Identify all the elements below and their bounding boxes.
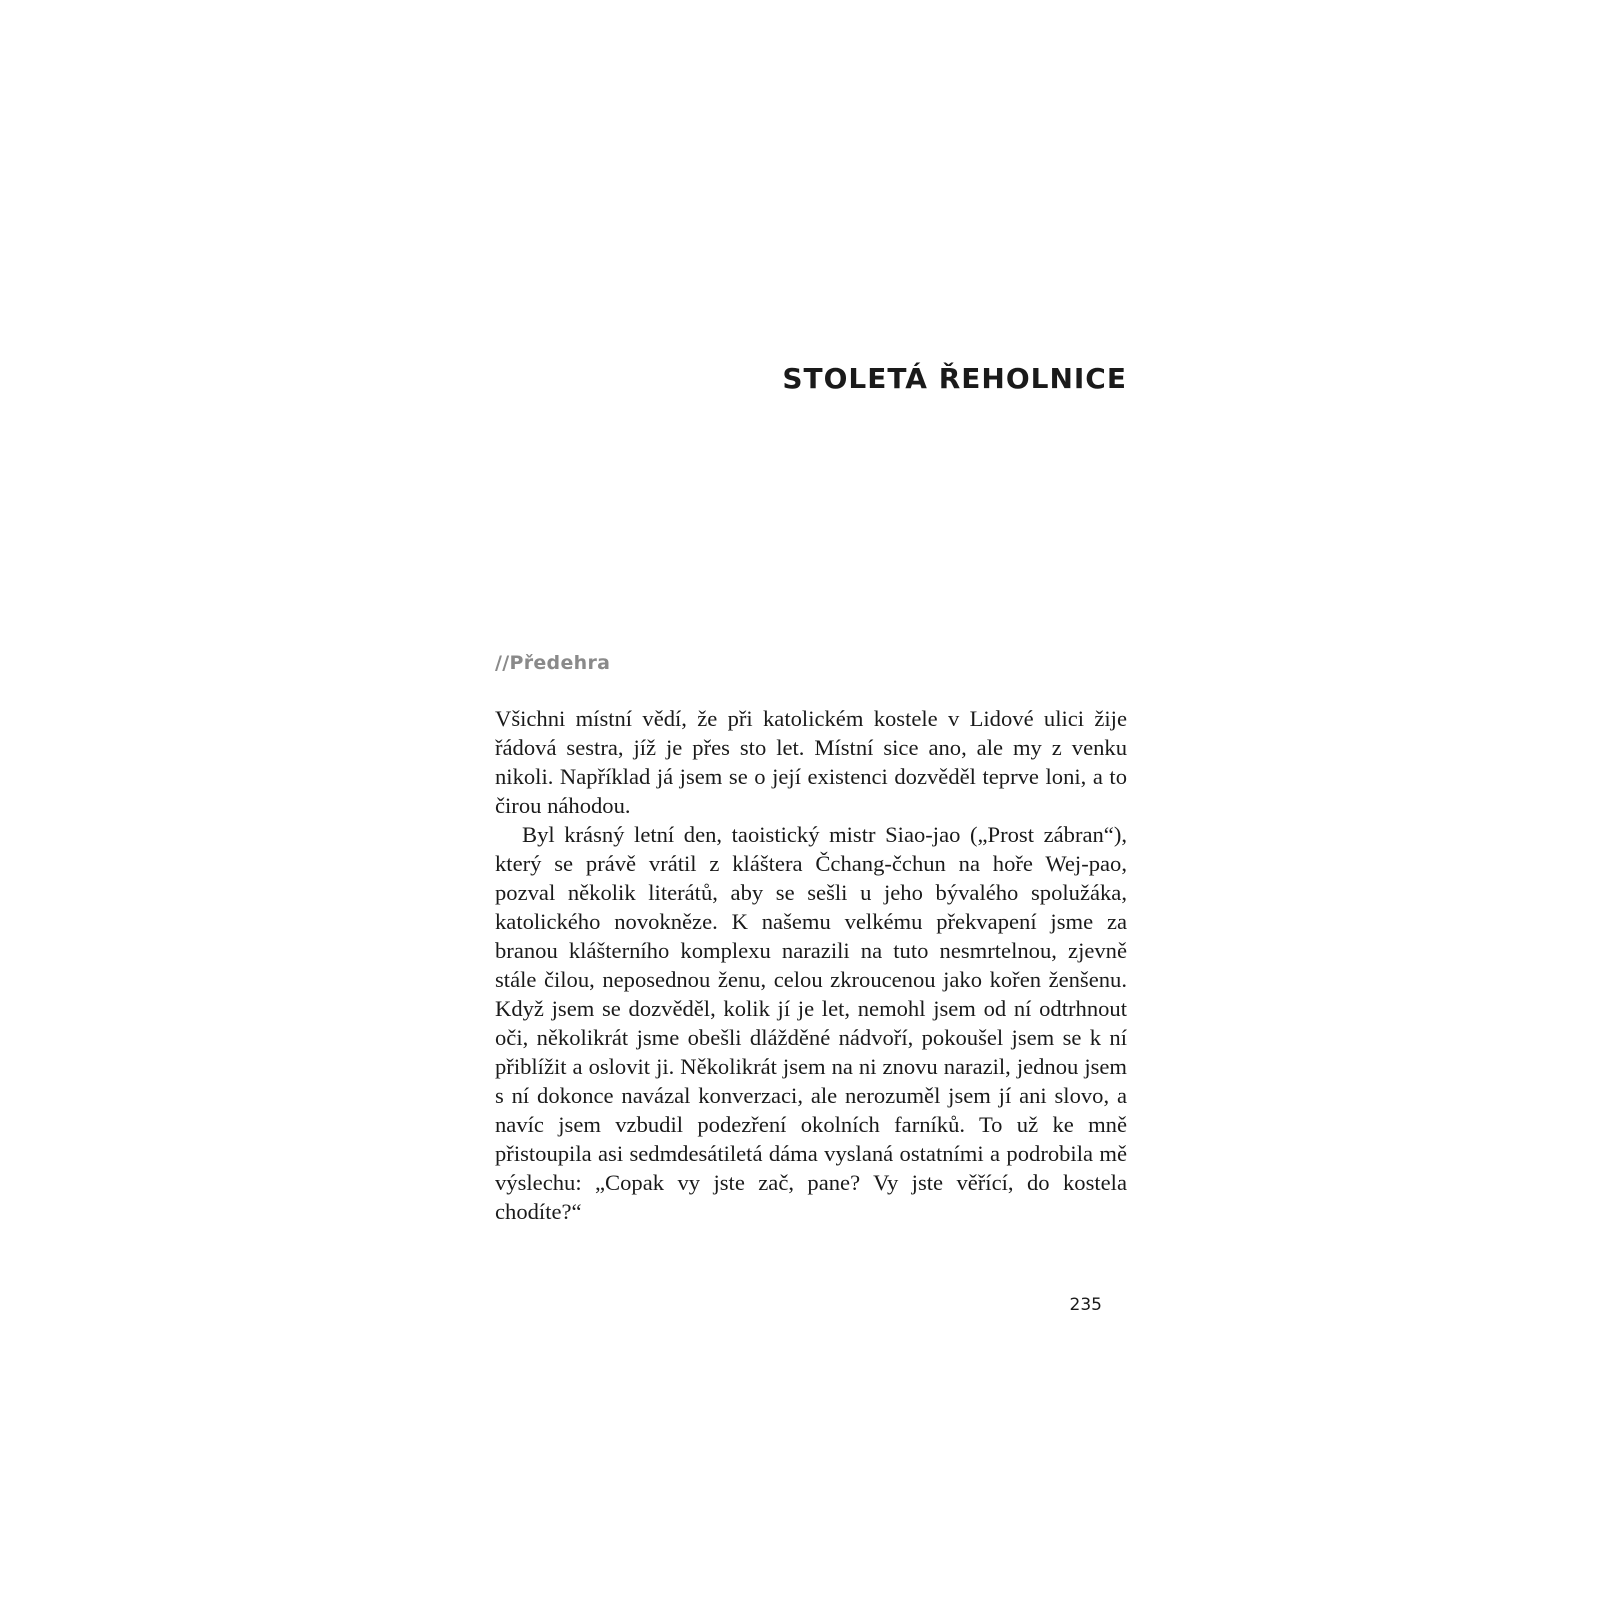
section-heading: //Předehra — [495, 652, 611, 674]
paragraph-1: Všichni místní vědí, že při katolickém kostele v Lidové ulici žije řádová sestra, jíž je přes sto let. Místní sice ano, ale my z venku nikoli. Například já jsem se o její existenci dozvěděl teprve loni, a to čirou náhodou. — [495, 706, 1127, 818]
paragraph-2: Byl krásný letní den, taoistický mistr Siao-jao („Prost zábran“), který se právě vrátil z kláštera Čchang-čchun na hoře Wej-pao, pozval několik literátů, aby se sešli u jeho bývalého spolužáka, katolického novokněze. K našemu velkému překvapení jsme za branou klášterního komplexu narazili na tuto nesmrtelnou, zjevně stále čilou, neposednou ženu, celou zkroucenou jako kořen ženšenu. Když jsem se dozvěděl, kolik jí je let, nemohl jsem od ní odtrhnout oči, několikrát jsme obešli dlážděné nádvoří, pokoušel jsem se k ní přiblížit a oslovit ji. Několikrát jsem na ni znovu narazil, jednou jsem s ní dokonce navázal konverzaci, ale nerozuměl jsem jí ani slovo, a navíc jsem vzbudil podezření okolních farníků. To už ke mně přistoupila asi sedmdesátiletá dáma vyslaná ostatními a podrobila mě výslechu: „Copak vy jste zač, pane? Vy jste věřící, do kostela chodíte?“ — [495, 822, 1127, 1224]
chapter-title: STOLETÁ ŘEHOLNICE — [782, 362, 1127, 395]
body-text — [495, 704, 1127, 1226]
page-number: 235 — [1069, 1295, 1102, 1315]
